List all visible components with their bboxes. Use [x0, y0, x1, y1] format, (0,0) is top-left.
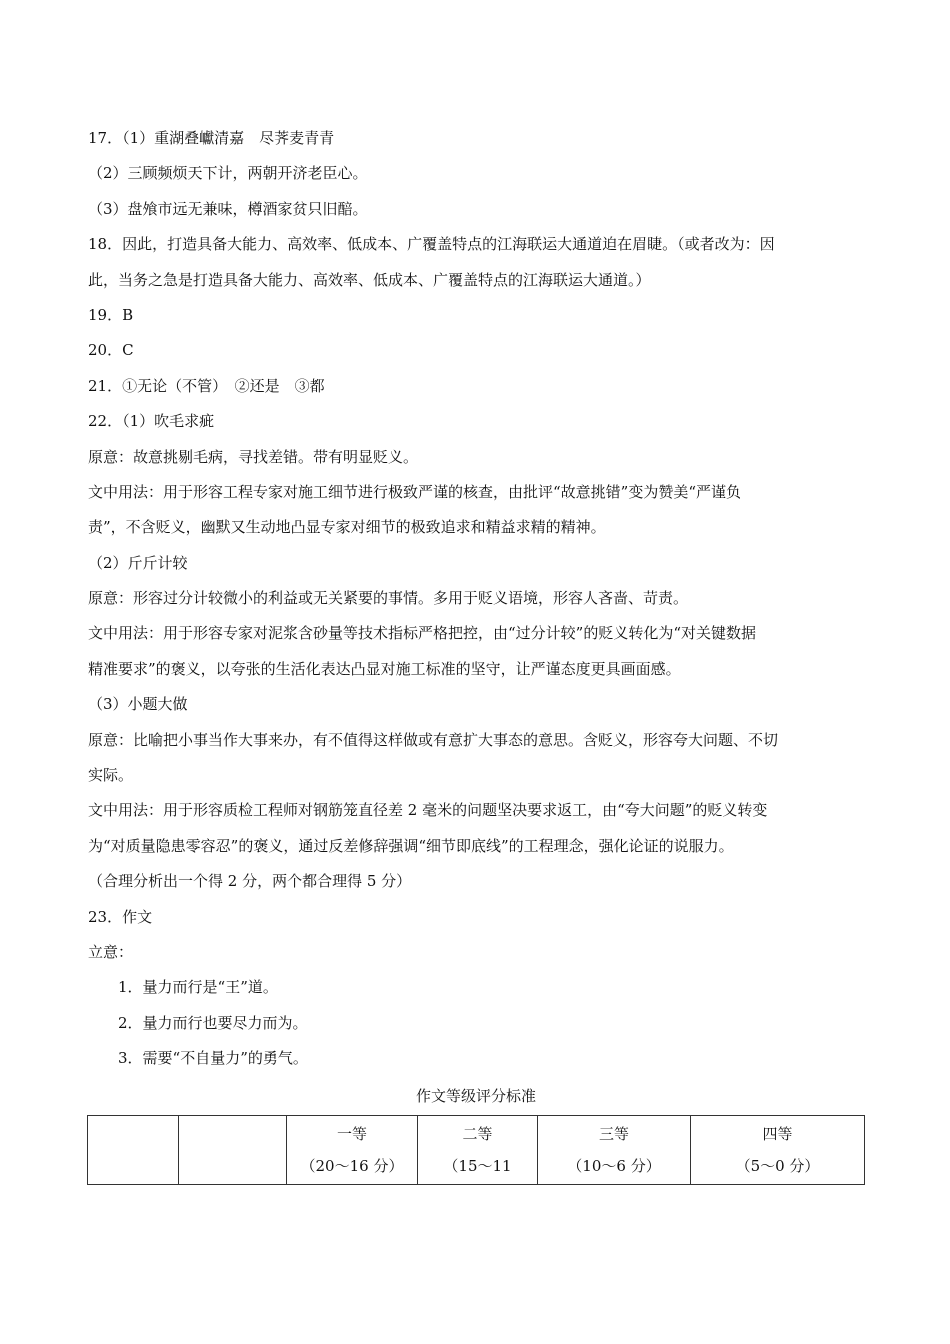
- answer-21: 21．①无论（不管） ②还是 ③都: [88, 376, 325, 395]
- answer-22-2-usage-line-2: 精准要求”的褒义，以夸张的生活化表达凸显对施工标准的坚守，让严谨态度更具画面感。: [88, 659, 681, 678]
- answer-23-theme-3: 3．需要“不自量力”的勇气。: [118, 1049, 308, 1068]
- answer-22-3-original-line-2: 实际。: [88, 766, 134, 785]
- answer-18-line-1: 18．因此，打造具备大能力、高效率、低成本、广覆盖特点的江海联运大通道迫在眉睫。（或者改为：因: [88, 235, 775, 254]
- answer-22-2-heading: （2）斤斤计较: [88, 553, 188, 572]
- grade-range: （20～16 分）: [300, 1157, 404, 1175]
- table-cell-empty-2: [179, 1116, 287, 1185]
- grade-name: 三等: [598, 1125, 629, 1143]
- answer-19: 19．B: [88, 305, 134, 324]
- grading-table: [87, 1115, 865, 1185]
- grading-table-title: 作文等级评分标准: [415, 1087, 536, 1105]
- answer-17-3: （3）盘飧市远无兼味，樽酒家贫只旧醅。: [88, 199, 368, 218]
- table-cell-grade-1: [287, 1116, 418, 1185]
- answer-22-2-usage-line-1: 文中用法：用于形容专家对泥浆含砂量等技术指标严格把控，由“过分计较”的贬义转化为“对关键数据: [88, 624, 757, 643]
- answer-22-1-original: 原意：故意挑剔毛病，寻找差错。带有明显贬义。: [88, 447, 419, 466]
- answer-23-theme-1: 1．量力而行是“王”道。: [118, 978, 278, 997]
- answer-22-1-heading: 22．（1）吹毛求疵: [88, 412, 215, 431]
- answer-22-1-usage-line-2: 责”，不含贬义，幽默又生动地凸显专家对细节的极致追求和精益求精的精神。: [88, 518, 606, 537]
- answer-22-2-original: 原意：形容过分计较微小的利益或无关紧要的事情。多用于贬义语境，形容人吝啬、苛责。: [88, 589, 689, 608]
- grade-range: （10～6 分）: [567, 1157, 661, 1175]
- answer-content: [88, 121, 864, 1077]
- grade-name: 四等: [762, 1125, 793, 1143]
- answer-18-line-2: 此，当务之急是打造具备大能力、高效率、低成本、广覆盖特点的江海联运大通道。）: [88, 270, 651, 289]
- answer-22-1-usage-line-1: 文中用法：用于形容工程专家对施工细节进行极致严谨的核查，由批评“故意挑错”变为赞美“严谨负: [88, 482, 742, 501]
- table-cell-empty-1: [88, 1116, 179, 1185]
- answer-22-3-heading: （3）小题大做: [88, 695, 188, 714]
- answer-17-1: 17．（1）重湖叠巘清嘉 尽荠麦青青: [88, 129, 335, 147]
- answer-22-3-usage-line-2: 为“对质量隐患零容忍”的褒义，通过反差修辞强调“细节即底线”的工程理念，强化论证的说服力。: [88, 836, 734, 855]
- grade-range: （5～0 分）: [735, 1157, 820, 1175]
- answer-23-theme-2: 2．量力而行也要尽力而为。: [118, 1013, 308, 1032]
- answer-22-3-usage-line-1: 文中用法：用于形容质检工程师对钢筋笼直径差 2 毫米的问题坚决要求返工，由“夸大问题”的贬义转变: [88, 801, 768, 820]
- answer-22-3-original-line-1: 原意：比喻把小事当作大事来办，有不值得这样做或有意扩大事态的意思。含贬义，形容夸大问题、不切: [88, 730, 779, 749]
- answer-20: 20．C: [88, 341, 134, 360]
- table-cell-grade-2: [418, 1116, 538, 1185]
- table-row: [88, 1116, 865, 1185]
- answer-22-scoring-note: （合理分析出一个得 2 分，两个都合理得 5 分）: [88, 872, 412, 891]
- answer-17-2: （2）三顾频烦天下计，两朝开济老臣心。: [88, 164, 368, 183]
- grade-name: 二等: [462, 1125, 493, 1143]
- answer-23-theme-label: 立意：: [88, 942, 134, 961]
- table-cell-grade-4: [691, 1116, 865, 1185]
- answer-23-heading: 23．作文: [88, 907, 153, 926]
- grade-range: （15～11: [443, 1157, 512, 1175]
- grade-name: 一等: [336, 1125, 367, 1143]
- table-cell-grade-3: [538, 1116, 691, 1185]
